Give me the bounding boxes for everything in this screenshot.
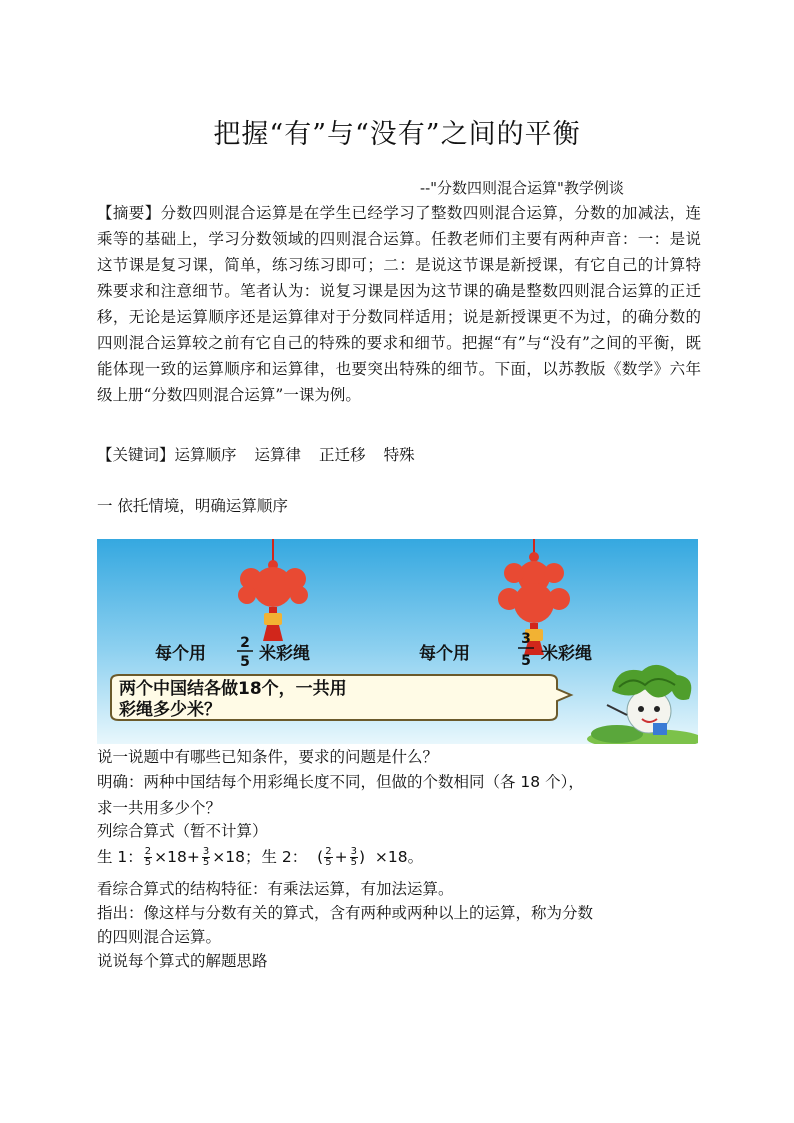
chinese-knot-illustration [97,539,698,744]
clarify-line-1: 明确：两种中国结每个用彩绳长度不同，但做的个数相同（各 18 个）， [97,773,584,791]
knot-left-numerator: 2 [240,635,250,651]
paren-close: ) [358,848,365,866]
knot-right-denominator: 5 [521,653,531,669]
keywords-label: 【关键词】 [97,446,175,464]
keyword: 正迁移 [319,446,366,464]
operator-text: ×18+ [154,848,200,866]
knot-right-numerator: 3 [521,631,531,647]
explain-line: 说说每个算式的解题思路 [97,952,268,970]
operator-text: ×18； [212,848,261,866]
clarify-line-2: 求一共用多少个？ [97,799,222,817]
abstract-paragraph [97,200,701,408]
question-line: 说一说题中有哪些已知条件，要求的问题是什么？ [97,748,439,766]
list-formula-line: 列综合算式（暂不计算） [97,822,268,840]
point-line-1: 指出：像这样与分数有关的算式，含有两种或两种以上的运算，称为分数 [97,904,594,922]
point-line-2: 的四则混合运算。 [97,928,222,946]
student-formulas-line [97,846,707,868]
knot-left-prefix: 每个用 [155,644,206,664]
fraction: $\frac{3}{5}$ [350,846,357,868]
keywords-line [97,442,701,468]
paren-open: ( [317,848,324,866]
bubble-line-2: 彩绳多少米？ [119,700,221,720]
fraction: $\frac{2}{5}$ [325,846,332,868]
keyword: 运算律 [254,446,302,464]
operator-text: ×18。 [374,848,424,866]
fraction: $\frac{3}{5}$ [202,846,210,868]
knot-right-prefix: 每个用 [419,644,470,664]
fraction: $\frac{2}{5}$ [144,846,152,868]
document-title: 把握“有”与“没有”之间的平衡 [213,119,581,150]
student2-label: 生 2： [261,848,308,866]
observe-line: 看综合算式的结构特征：有乘法运算，有加法运算。 [97,880,454,898]
abstract-text: 分数四则混合运算是在学生已经学习了整数四则混合运算，分数的加减法，连乘等的基础上，学习分数领域的四则混合运算。任教老师们主要有两种声音：一：是说这节课是复习课，简单，练习练习即可；二：是说这节课是新授课，有它自己的计算特殊要求和注意细节。笔者认为：说复习课是因为这节课的确是整数四则混合运算的正迁移，无论是运算顺序还是运算律对于分数同样适用；说是新授课更不为过，的确分数的四则混合运算较之前有它自己的特殊的要求和细节。把握“有”与“没有”之间的平衡，既能体现一致的运算顺序和运算律，也要突出特殊的细节。下面，以苏教版《数学》六年级上册“分数四则混合运算”一课为例。 [97,204,701,404]
operator-text: + [334,848,348,866]
section-heading: 一 依托情境，明确运算顺序 [97,497,288,515]
knot-left-denominator: 5 [240,654,250,670]
document-subtitle: --"分数四则混合运算"教学例谈 [420,179,624,197]
knot-right-suffix: 米彩绳 [541,644,592,664]
speech-bubble [111,675,571,720]
bubble-line-1: 两个中国结各做18个，一共用 [119,679,347,699]
illustration-svg [97,539,698,744]
student1-label: 生 1： [97,848,143,866]
keyword: 特殊 [383,446,415,464]
keyword: 运算顺序 [174,446,237,464]
knot-left-suffix: 米彩绳 [259,644,310,664]
abstract-label: 【摘要】 [97,204,161,222]
